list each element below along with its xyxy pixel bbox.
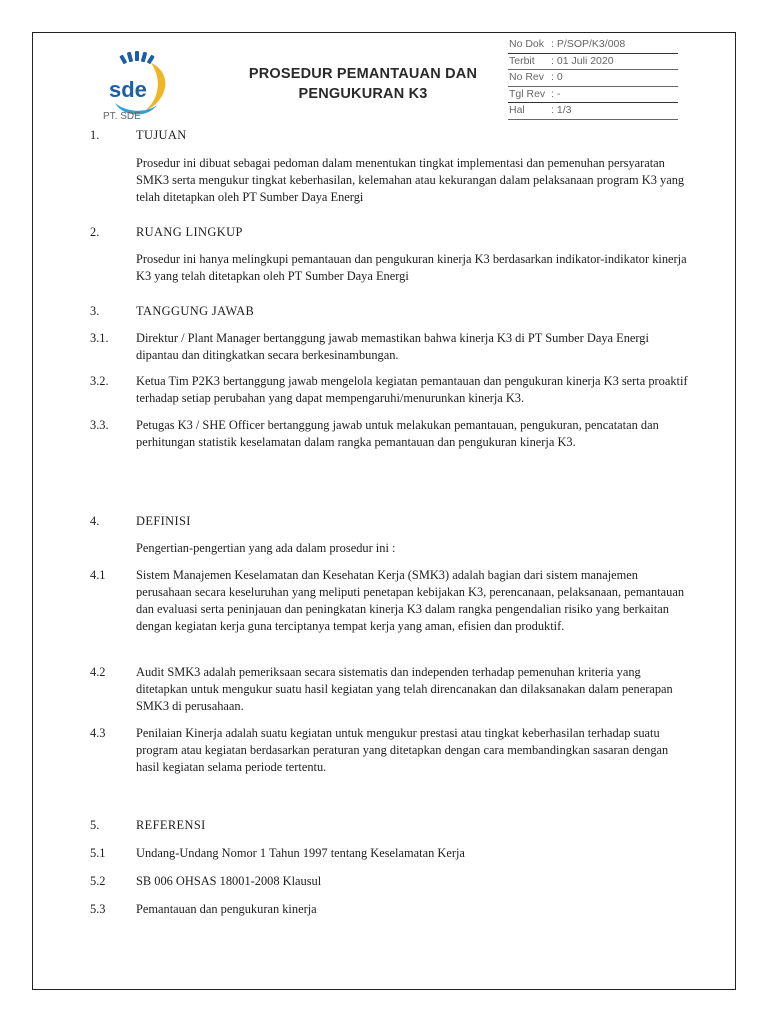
item-number: 4.2 <box>90 665 106 679</box>
doc-info-label: Hal <box>509 104 525 116</box>
doc-info-value: P/SOP/K3/008 <box>556 38 626 50</box>
section-number: 5. <box>90 818 100 832</box>
doc-info-value: 0 <box>556 71 563 83</box>
item-number: 5.3 <box>90 902 106 916</box>
document-title <box>218 64 508 104</box>
doc-info-label: No Rev <box>509 71 545 83</box>
paragraph-text: Prosedur ini dibuat sebagai pedoman dalam menentukan tingkat implementasi dan pemenuhan persyaratan SMK3 serta mengukur tingkat keberhasilan, kelemahan atau kekurangan dalam pelaksanaan program K3 yang telah ditetapkan oleh PT Sumber Daya Energi <box>136 156 685 204</box>
doc-info-row: No Dok : P/SOP/K3/008 <box>508 37 678 54</box>
item-number: 3.3. <box>90 418 109 432</box>
paragraph-text: Pengertian-pengertian yang ada dalam prosedur ini : <box>136 541 396 555</box>
doc-info-row: Hal : 1/3 <box>508 103 678 120</box>
item-text: Ketua Tim P2K3 bertanggung jawab mengelola kegiatan pemantauan dan pengukuran kinerja K3 serta proaktif terhadap setiap perubahan yang dapat mempengaruhi/menurunkan kinerja K3. <box>136 374 688 405</box>
doc-info-value: - <box>556 87 561 100</box>
section-number: 1. <box>90 128 100 142</box>
logo-text: sde <box>109 77 147 102</box>
item-number: 3.2. <box>90 374 109 388</box>
section-title: REFERENSI <box>136 818 206 832</box>
section-number: 2. <box>90 225 100 239</box>
item-text: Sistem Manajemen Keselamatan dan Kesehatan Kerja (SMK3) adalah bagian dari sistem manajemen perusahaan secara keseluruhan yang meliputi penetapan kebijakan K3, perencanaan, pelaksanaan, pemantauan dan evaluasi serta peninjauan dan peningkatan kinerja K3 dalam rangka pengendalian risiko yang berkaitan dengan kegiatan kerja guna terciptanya tempat kerja yang aman, efisien dan produktif. <box>136 568 685 633</box>
title-line-2: PENGUKURAN K3 <box>298 86 428 102</box>
doc-info-row: No Rev : 0 <box>508 70 678 87</box>
item-text: Undang-Undang Nomor 1 Tahun 1997 tentang Keselamatan Kerja <box>136 846 465 860</box>
item-number: 4.1 <box>90 568 106 582</box>
doc-info-label: Terbit <box>509 54 535 67</box>
company-name: PT. SDE <box>103 111 141 122</box>
document-info-table <box>508 37 678 120</box>
title-line-1: PROSEDUR PEMANTAUAN DAN <box>248 66 478 82</box>
item-number: 5.2 <box>90 874 106 888</box>
item-number: 3.1. <box>90 331 109 345</box>
item-text: Audit SMK3 adalah pemeriksaan secara sistematis dan independen terhadap pemenuhan kriteria yang ditetapkan untuk mengukur suatu hasil kegiatan yang telah direncanakan dan dilaksanakan dalam penerapan SMK3 di perusahaan. <box>136 665 673 713</box>
item-number: 5.1 <box>90 846 106 860</box>
doc-info-label: Tgl Rev <box>509 87 546 100</box>
item-text: Petugas K3 / SHE Officer bertanggung jawab untuk melakukan pemantauan, pengukuran, pencatatan dan perhitungan statistik keselamatan dalam rangka pemantauan dan pengukuran kinerja K3. <box>136 418 659 449</box>
section-title: RUANG LINGKUP <box>136 225 243 239</box>
item-text: Direktur / Plant Manager bertanggung jawab memastikan bahwa kinerja K3 di PT Sumber Daya Energi dipantau dan ditingkatkan secara berkesinambungan. <box>136 331 649 362</box>
document-page <box>32 32 736 990</box>
section-title: DEFINISI <box>136 514 191 528</box>
item-text: Pemantauan dan pengukuran kinerja <box>136 902 317 916</box>
doc-info-label: No Dok <box>509 38 545 50</box>
section-number: 3. <box>90 304 100 318</box>
section-title: TANGGUNG JAWAB <box>136 304 255 318</box>
item-text: Penilaian Kinerja adalah suatu kegiatan untuk mengukur prestasi atau tingkat keberhasilan terhadap suatu program atau kegiatan berdasarkan peraturan yang ditetapkan dengan cara membandingkan sasaran dengan hasil kegiatan selama periode tertentu. <box>136 726 669 774</box>
section-number: 4. <box>90 514 100 528</box>
item-number: 4.3 <box>90 726 106 740</box>
item-text: SB 006 OHSAS 18001-2008 Klausul <box>136 874 322 888</box>
section-title: TUJUAN <box>136 128 187 142</box>
doc-info-row: Tgl Rev : - <box>508 87 678 104</box>
paragraph-text: Prosedur ini hanya melingkupi pemantauan dan pengukuran kinerja K3 berdasarkan indikator-indikator kinerja K3 yang telah ditetapkan oleh PT Sumber Daya Energi <box>136 252 687 283</box>
doc-info-value: 1/3 <box>556 104 572 116</box>
doc-info-value: 01 Juli 2020 <box>556 54 614 67</box>
doc-info-row: Terbit : 01 Juli 2020 <box>508 54 678 71</box>
